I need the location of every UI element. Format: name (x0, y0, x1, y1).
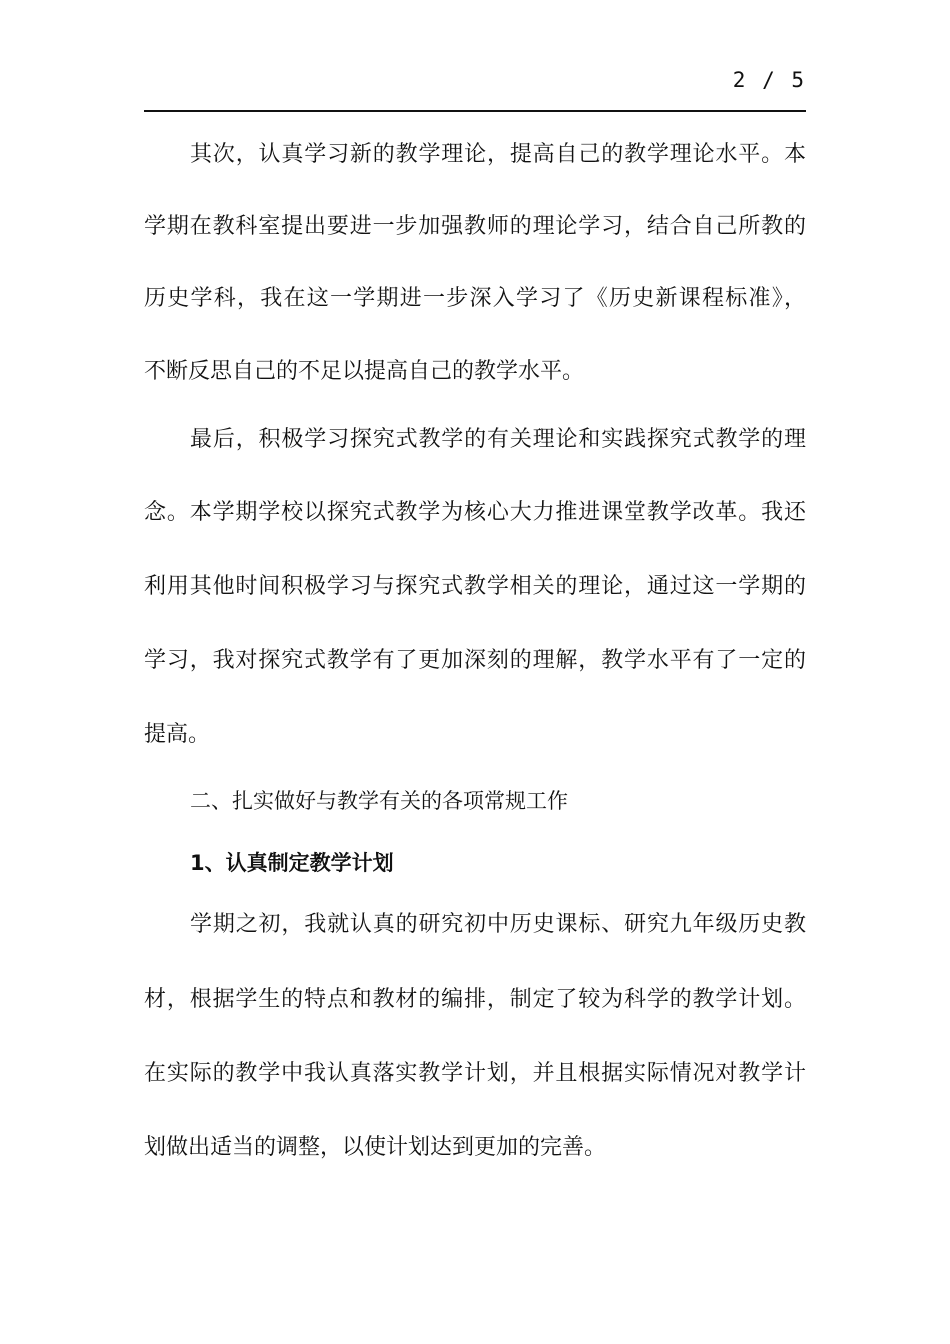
paragraph-line: 学期在教科室提出要进一步加强教师的理论学习，结合自己所教的 (144, 214, 806, 239)
paragraph-line: 学期之初，我就认真的研究初中历史课标、研究九年级历史教 (190, 912, 806, 937)
paragraph-line: 历史学科，我在这一学期进一步深入学习了《历史新课程标准》， (144, 286, 806, 311)
paragraph-line: 利用其他时间积极学习与探究式教学相关的理论，通过这一学期的 (144, 574, 806, 599)
subsection-heading: 1、认真制定教学计划 (190, 851, 394, 875)
paragraph-line: 其次，认真学习新的教学理论，提高自己的教学理论水平。本 (190, 142, 806, 167)
page-number: 2 / 5 (732, 68, 806, 92)
header-divider (144, 110, 806, 112)
paragraph-line: 最后，积极学习探究式教学的有关理论和实践探究式教学的理 (190, 427, 806, 452)
paragraph-line: 在实际的教学中我认真落实教学计划，并且根据实际情况对教学计 (144, 1061, 806, 1086)
paragraph-line: 学习，我对探究式教学有了更加深刻的理解，教学水平有了一定的 (144, 648, 806, 673)
paragraph-line: 念。本学期学校以探究式教学为核心大力推进课堂教学改革。我还 (144, 500, 806, 525)
paragraph-line: 划做出适当的调整，以使计划达到更加的完善。 (144, 1135, 607, 1160)
paragraph-line: 提高。 (144, 722, 211, 747)
paragraph-line: 不断反思自己的不足以提高自己的教学水平。 (144, 359, 585, 384)
section-heading: 二、扎实做好与教学有关的各项常规工作 (190, 789, 568, 813)
paragraph-line: 材，根据学生的特点和教材的编排，制定了较为科学的教学计划。 (144, 987, 806, 1012)
